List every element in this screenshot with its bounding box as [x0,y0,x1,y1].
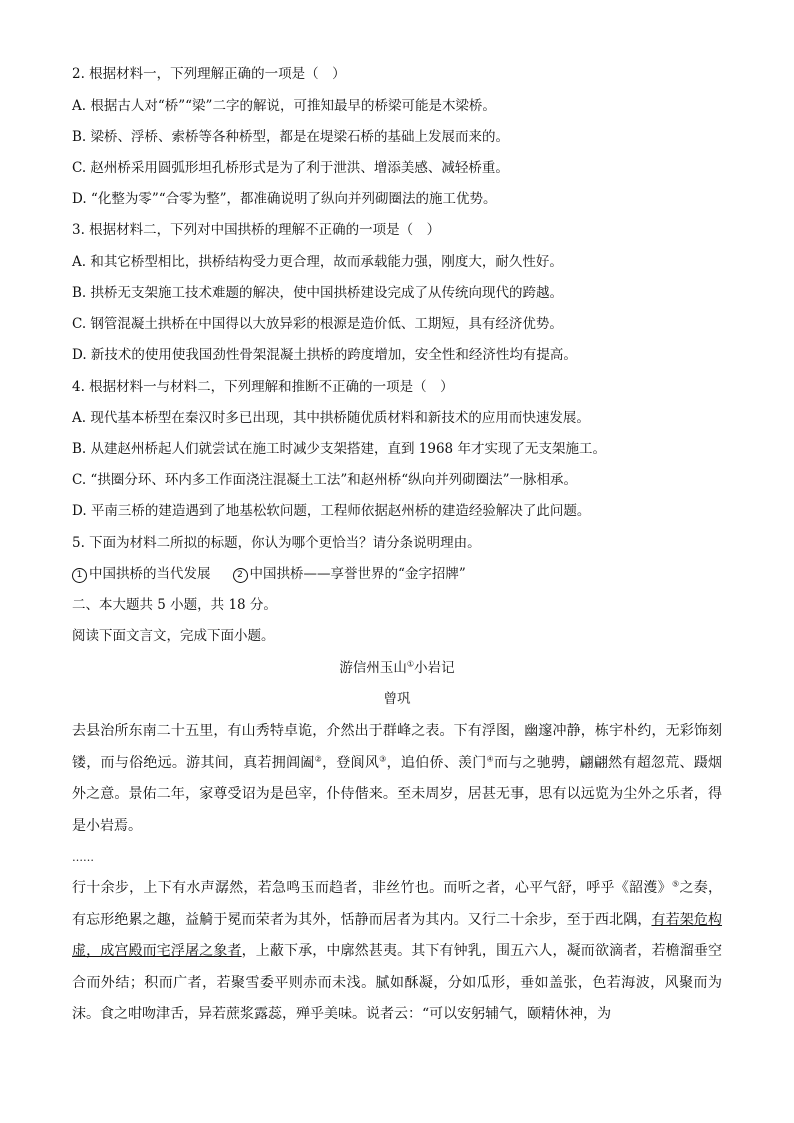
q3-option-b: B. 拱桥无支架施工技术难题的解决，使中国拱桥建设完成了从传统向现代的跨越。 [72,285,564,301]
q2-option-c: C. 赵州桥采用圆弧形坦孔桥形式是为了利于泄洪、增添美感、减轻桥重。 [72,160,509,176]
passage-title: 游信州玉山①小岩记 [339,659,455,676]
q3-stem: 3. 根据材料二，下列对中国拱桥的理解不正确的一项是（ ） [72,222,441,238]
footnote-mark: ⑤ [671,879,680,889]
q2-stem: 2. 根据材料一，下列理解正确的一项是（ ） [72,66,346,82]
circled-number-1: 1 [72,568,87,583]
footnote-mark: ④ [486,753,494,763]
underlined-sentence: 有若架危构虚，成宫殿而宅浮屠之象者 [72,911,723,959]
passage-author: 曾巩 [383,691,411,707]
passage-paragraph-1: 去县治所东南二十五里，有山秀特卓诡，介然出于群峰之表。下有浮图，幽邃冲静，栋宇朴约，无彩饰刻镂，而与俗绝远。游其间，真若拥阊阖②，登阆风③，追伯侨、羡门④而与之驰骋，翩翩然有超忽荒、蹑烟外之意。景佑二年，家尊受诏为是邑宰，仆侍偕来。至未周岁，居甚无事，思有以远览为尘外之乐者，得是小岩焉。 [72,723,723,834]
q5-stem: 5. 下面为材料二所拟的标题，你认为哪个更恰当？请分条说明理由。 [72,535,481,551]
title-option-1: 中国拱桥的当代发展 [89,566,211,582]
q3-option-c: C. 钢管混凝土拱桥在中国得以大放异彩的根源是造价低、工期短，具有经济优势。 [72,316,563,332]
ellipsis: …… [72,851,94,864]
q2-option-a: A. 根据古人对“桥”“梁”二字的解说，可推知最早的桥梁可能是木梁桥。 [72,98,496,114]
circled-number-2: 2 [233,568,248,583]
footnote-mark: ② [314,753,323,763]
section-heading: 二、本大题共 5 小题，共 18 分。 [72,597,277,613]
passage-paragraph-2: 行十余步，上下有水声潺然，若急鸣玉而趋者，非丝竹也。而听之者，心平气舒，呼乎《韶濩》⑤之奏，有忘形绝累之趣，益觭于冕而荣者为其外，恬静而居者为其内。又行二十余步，至于西北隅，有若架危构虚，成宫殿而宅浮屠之象者，上蔽下承，中廓然甚夷。其下有钟乳，围五六人，凝而欲滴者，若檐溜垂空合而外结；积而广者，若聚雪委平则赤而未浅。腻如酥凝，分如瓜形，垂如盖张，色若海波，风聚而为沫。食之咁吻津舌，异若蔗浆露蕊，殚乎美味。说者云：“可以安躬辅气，颐精休神，为 [72,879,723,1022]
q3-option-d: D. 新技术的使用使我国劲性骨架混凝土拱桥的跨度增加，安全性和经济性均有提高。 [72,347,577,363]
q2-option-b: B. 梁桥、浮桥、索桥等各种桥型，都是在堤梁石桥的基础上发展而来的。 [72,129,510,145]
q4-option-c: C. “拱圈分环、环内多工作面浇注混凝土工法”和赵州桥“纵向并列砌圈法”一脉相承。 [72,472,578,488]
q3-option-a: A. 和其它桥型相比，拱桥结构受力更合理，故而承载能力强，刚度大，耐久性好。 [72,254,563,270]
footnote-mark: ① [406,659,415,669]
title-option-2: 中国拱桥——享誉世界的“金字招牌” [249,566,466,582]
q4-option-d: D. 平南三桥的建造遇到了地基松软问题，工程师依据赵州桥的建造经验解决了此问题。 [72,503,591,519]
q4-option-a: A. 现代基本桥型在秦汉时多已出现，其中拱桥随优质材料和新技术的应用而快速发展。 [72,410,590,426]
q4-stem: 4. 根据材料一与材料二，下列理解和推断不正确的一项是（ ） [72,379,454,395]
section-instruction: 阅读下面文言文，完成下面小题。 [72,628,275,644]
q4-option-b: B. 从建赵州桥起人们就尝试在施工时减少支架搭建，直到 1968 年才实现了无支架施工。 [72,441,606,457]
footnote-mark: ③ [379,753,387,763]
q5-title-options [72,564,466,584]
q2-option-d: D. “化整为零”“合零为整”，都准确说明了纵向并列砌圈法的施工优势。 [72,191,497,207]
